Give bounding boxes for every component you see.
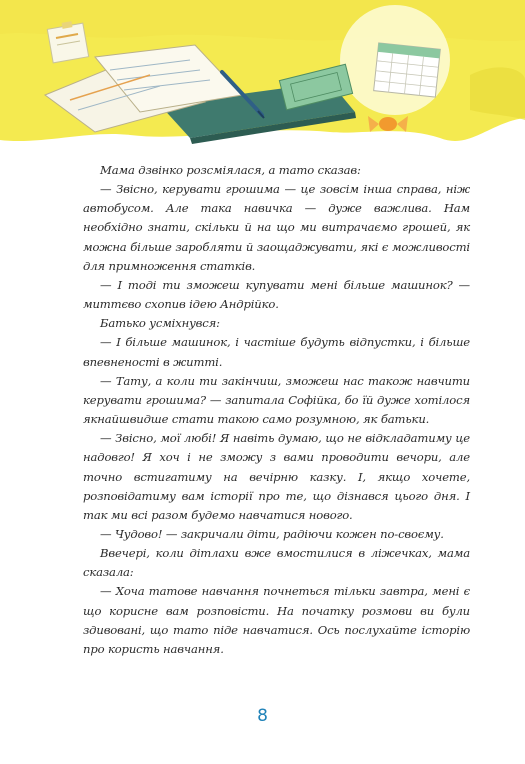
header-illustration	[0, 0, 525, 150]
paragraph: — І тоді ти зможеш купувати мені більше машинок? — миттєво схопив ідею Андрійко.	[83, 277, 470, 312]
calendar-icon	[374, 43, 441, 97]
paragraph: Батько усміхнувся:	[100, 316, 220, 331]
paragraph: Ввечері, коли дітлахи вже вмостилися в ліжечках, мама сказала:	[83, 546, 470, 580]
paragraph: — Хоча татове навчання почнеться тільки завтра, мені є що корисне вам розповісти. На початку розмови ви були здивовані, що тато піде навчатися. Ось послухайте історію про користь навчання.	[83, 584, 470, 656]
paragraph: — Звісно, керувати грошима — це зовсім інша справа, ніж автобусом. Але така навичка — дуже важлива. Нам необхідно знати, скільки й на що ми витрачаємо грошей, як можна більше заробляти й заощаджувати, які є можливості для примноження статків.	[83, 182, 470, 273]
paragraph: — Звісно, мої любі! Я навіть думаю, що не відкладатиму це надовго! Я хоч і не зможу з вами проводити вечори, але точно встигатиму на вечірню казку. І, якщо хочете, розповідатиму вам історії про те, що дізнався цього дня. І так ми всі разом будемо навчатися нового.	[83, 431, 470, 522]
story-text	[83, 161, 470, 659]
paragraph: — І більше машинок, і частіше будуть відпустки, і більше впевненості в житті.	[83, 335, 470, 369]
paragraph: — Чудово! — закричали діти, радіючи кожен по-своєму.	[100, 526, 444, 541]
paragraph: — Тату, а коли ти закінчиш, зможеш нас також навчити керувати грошима? — запитала Софійка, бо їй дуже хотілося якнайшвидше стати такою само розумною, як батьки.	[83, 373, 470, 427]
paragraph: Мама дзвінко розсміялася, а тато сказав:	[100, 163, 361, 177]
page-number: 8	[257, 706, 268, 726]
